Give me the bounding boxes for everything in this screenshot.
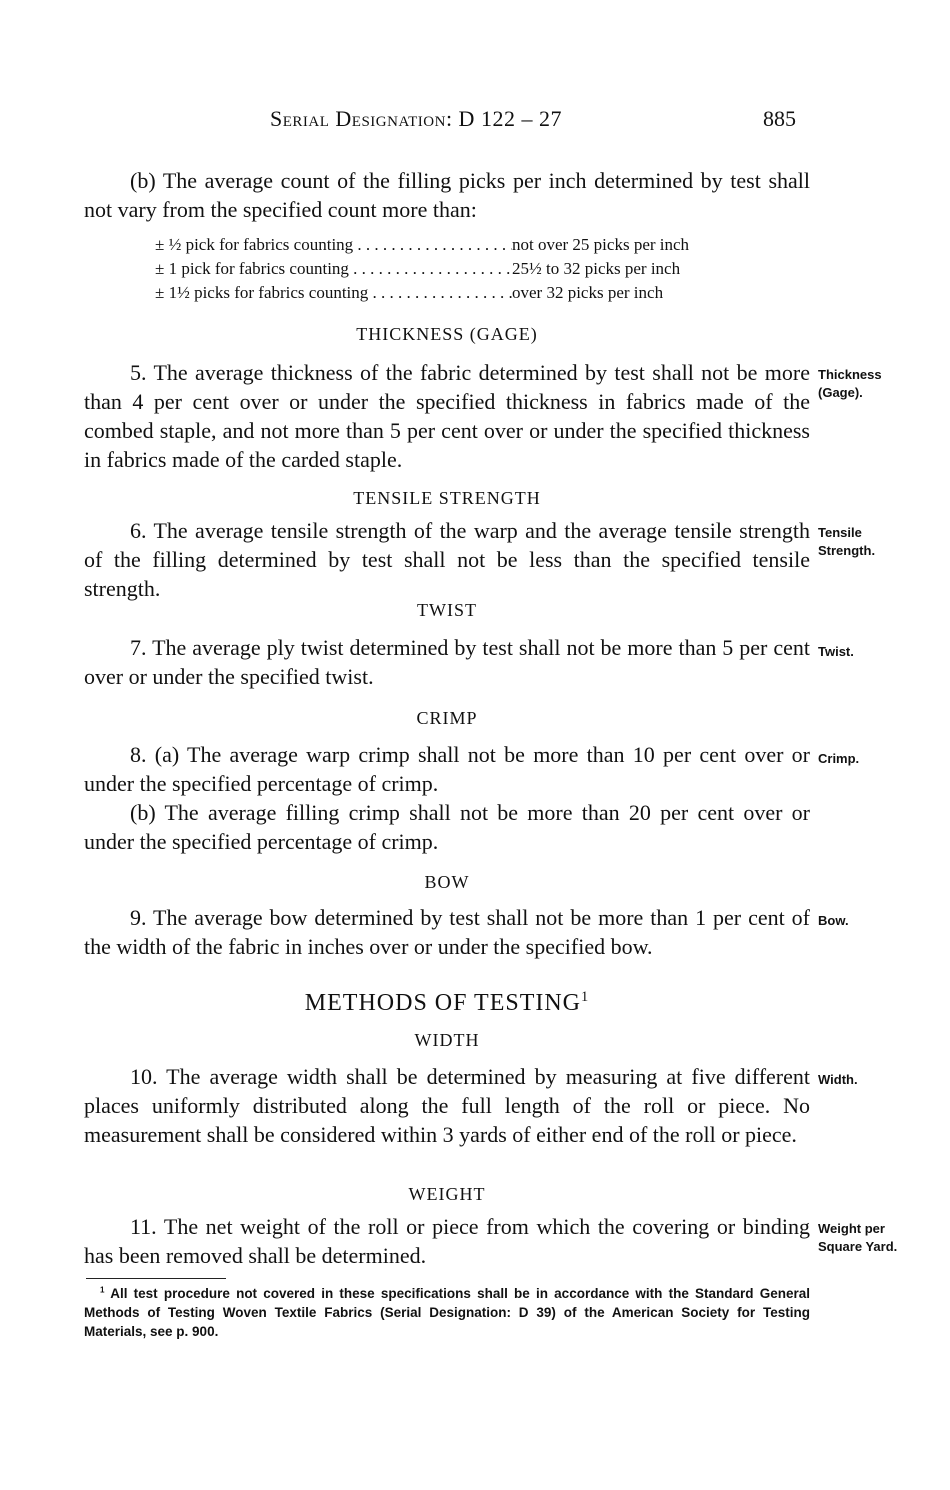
- margin-note-crimp: Crimp.: [818, 751, 860, 766]
- intro-paragraph: (b) The average count of the filling picks per inch determined by test shall not vary from the specified count more than:: [84, 168, 810, 222]
- margin-note-tensile: Tensile Strength.: [818, 525, 876, 558]
- paragraph-thickness: 5. The average thickness of the fabric determined by test shall not be more than 4 per cent over or under the specified thickness in fabrics made of the combed staple, and not more than 5 per cent over or under the specified thickness in fabrics made of the carded staple.: [84, 360, 810, 472]
- margin-note-bow: Bow.: [818, 913, 849, 928]
- paragraph-bow: 9. The average bow determined by test shall not be more than 1 per cent of the width of the fabric in inches over or under the specified bow.: [84, 905, 810, 959]
- paragraph-crimp-b: (b) The average filling crimp shall not be more than 20 per cent over or under the specified percentage of crimp.: [84, 800, 810, 854]
- footnote-mark: 1: [100, 1285, 105, 1295]
- count-table-row: [155, 233, 689, 257]
- tolerance-cell: ± 1 pick for fabrics counting . . .: [155, 257, 512, 281]
- footnote-text: All test procedure not covered in these specifications shall be in accordance with the Standard General Methods of Testing Woven Textile Fabrics (Serial Designation: D 39) of the American Society for Testing Materials, see p. 900.: [84, 1286, 811, 1339]
- count-table-row: [155, 281, 663, 305]
- tolerance-cell: ± ½ pick for fabrics counting . . .: [155, 233, 512, 257]
- footnote-reference: 1: [581, 989, 590, 1005]
- paragraph-twist: 7. The average ply twist determined by test shall not be more than 5 per cent over or under the specified twist.: [84, 635, 810, 689]
- range-cell: not over 25 picks per inch: [512, 235, 690, 254]
- margin-note-width: Width.: [818, 1072, 858, 1087]
- major-heading-methods: METHODS OF TESTING$^1$: [304, 989, 590, 1016]
- running-header: Serial Designation: D 122 – 27: [270, 106, 562, 131]
- margin-note-thickness: Thickness (Gage).: [818, 367, 882, 400]
- section-heading-width: WIDTH: [414, 1030, 480, 1050]
- margin-note-twist: Twist.: [818, 644, 854, 659]
- footnote: [84, 1284, 810, 1341]
- section-heading-twist: TWIST: [417, 600, 477, 620]
- paragraph-weight: 11. The net weight of the roll or piece from which the covering or binding has been removed shall be determined.: [84, 1214, 810, 1268]
- paragraph-width: 10. The average width shall be determined by measuring at five different places uniformly distributed along the full length of the roll or piece. No measurement shall be considered within 3 yards of either end of the roll or piece.: [84, 1064, 810, 1147]
- count-table-row: [155, 257, 680, 281]
- section-heading-crimp: CRIMP: [416, 708, 478, 728]
- tolerance-cell: ± 1½ picks for fabrics counting . . .: [155, 281, 512, 305]
- range-cell: over 32 picks per inch: [512, 283, 664, 302]
- footnote-rule: [86, 1278, 226, 1279]
- page-number: 885: [763, 106, 796, 131]
- section-heading-tensile: TENSILE STRENGTH: [353, 488, 541, 508]
- margin-note-weight: Weight per Square Yard.: [818, 1221, 898, 1254]
- section-heading-bow: BOW: [424, 872, 470, 892]
- paragraph-tensile: 6. The average tensile strength of the warp and the average tensile strength of the filling determined by test shall not be less than the specified tensile strength.: [84, 518, 810, 601]
- range-cell: 25½ to 32 picks per inch: [512, 259, 681, 278]
- section-heading-weight: WEIGHT: [408, 1184, 486, 1204]
- section-heading-thickness: THICKNESS (GAGE): [356, 324, 538, 344]
- paragraph-crimp-a: 8. (a) The average warp crimp shall not be more than 10 per cent over or under the specified percentage of crimp.: [84, 742, 810, 796]
